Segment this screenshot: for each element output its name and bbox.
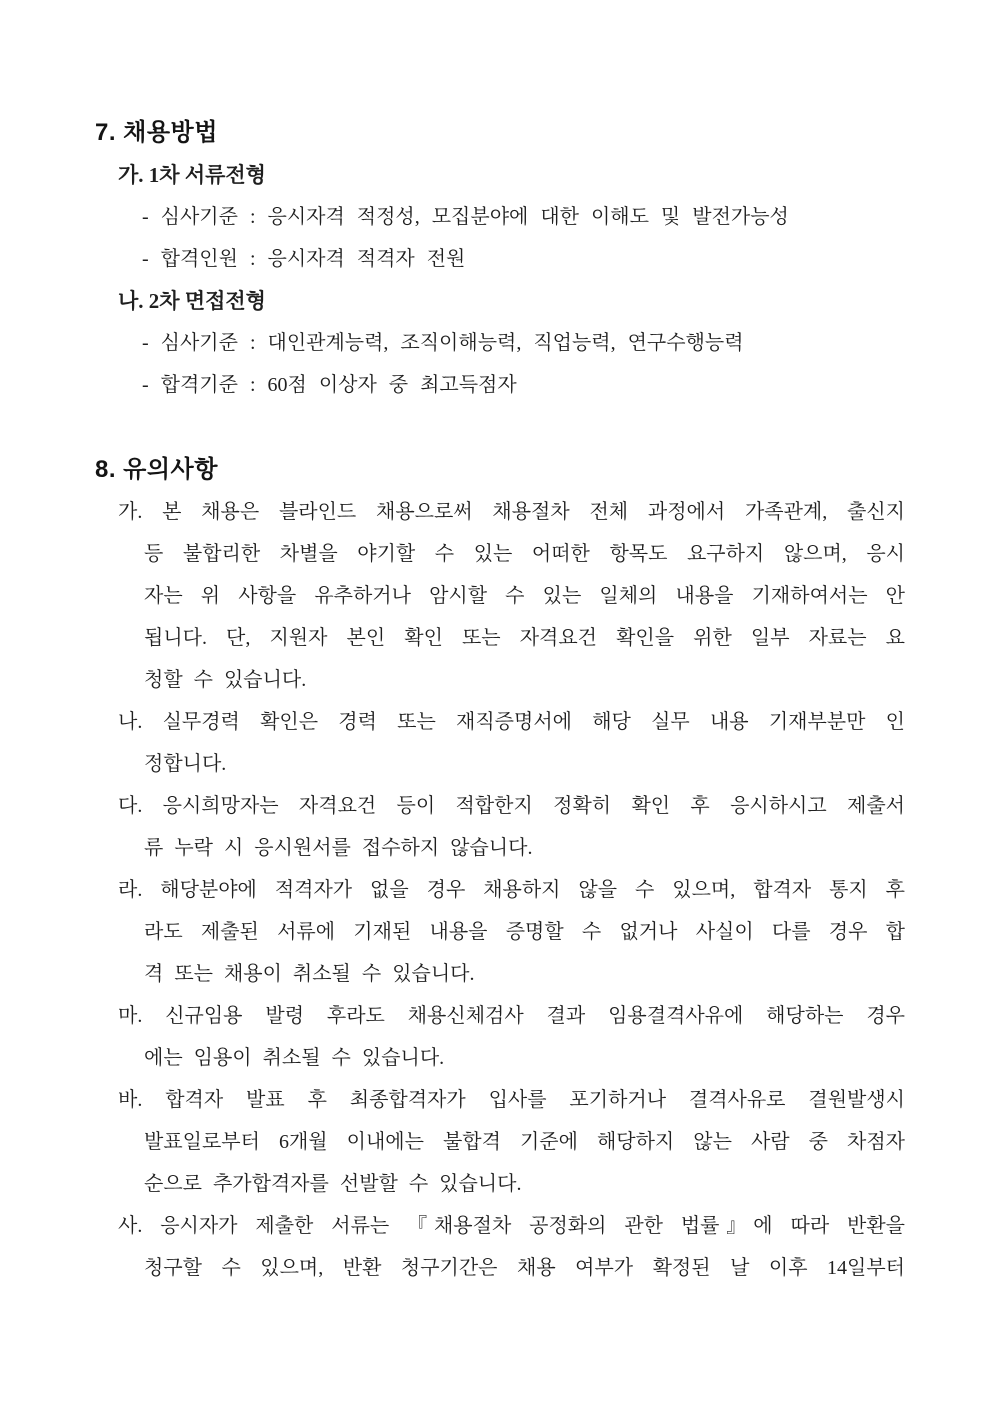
- notice-paragraph: [118, 995, 905, 1079]
- notice-paragraph: [118, 869, 905, 995]
- notice-label: 바.: [118, 1089, 143, 1111]
- notice-line: 에는 임용이 취소될 수 있습니다.: [144, 1047, 445, 1069]
- notice-line: 정합니다.: [144, 753, 227, 775]
- section-notes: [95, 449, 905, 1289]
- stage-detail: - 합격인원 : 응시자격 적격자 전원: [142, 248, 466, 270]
- notice-paragraph: [118, 701, 905, 785]
- stage-detail: - 합격기준 : 60점 이상자 중 최고득점자: [142, 374, 517, 396]
- notes-heading: 8. 유의사항: [95, 456, 218, 483]
- notice-line: 바. 합격자 발표 후 최종합격자가 입사를 포기하거나 결격사유로 결원발생시: [118, 1089, 905, 1111]
- notice-paragraph: [118, 1205, 905, 1289]
- notice-line: 라도 제출된 서류에 기재된 내용을 증명할 수 없거나 사실이 다를 경우 합: [144, 921, 905, 943]
- notice-label: 사.: [118, 1215, 143, 1237]
- notice-label: 나.: [118, 711, 143, 733]
- notice-label: 마.: [118, 1005, 143, 1027]
- notice-line: 격 또는 채용이 취소될 수 있습니다.: [144, 963, 475, 985]
- notice-line: 등 불합리한 차별을 야기할 수 있는 어떠한 항목도 요구하지 않으며, 응시: [144, 543, 905, 565]
- notice-line: 나. 실무경력 확인은 경력 또는 재직증명서에 해당 실무 내용 기재부분만 인: [118, 711, 905, 733]
- notice-paragraph: [118, 785, 905, 869]
- notice-line: 마. 신규임용 발령 후라도 채용신체검사 결과 임용결격사유에 해당하는 경우: [118, 1005, 905, 1027]
- screening-stage-item: [95, 154, 905, 280]
- notice-line: 순으로 추가합격자를 선발할 수 있습니다.: [144, 1173, 522, 1195]
- stage-detail: - 심사기준 : 대인관계능력, 조직이해능력, 직업능력, 연구수행능력: [142, 332, 744, 354]
- notice-line: 다. 응시희망자는 자격요건 등이 적합한지 정확히 확인 후 응시하시고 제출서: [118, 795, 905, 817]
- stage-title: 가. 1차 서류전형: [118, 163, 266, 187]
- notice-line: 자는 위 사항을 유추하거나 암시할 수 있는 일체의 내용을 기재하여서는 안: [144, 585, 905, 607]
- notice-line: 라. 해당분야에 적격자가 없을 경우 채용하지 않을 수 있으며, 합격자 통지 후: [118, 879, 905, 901]
- screening-stage-item: [95, 280, 905, 406]
- stage-detail: - 심사기준 : 응시자격 적정성, 모집분야에 대한 이해도 및 발전가능성: [142, 206, 789, 228]
- notice-line: 청할 수 있습니다.: [144, 669, 307, 691]
- notice-line: 류 누락 시 응시원서를 접수하지 않습니다.: [144, 837, 533, 859]
- notice-label: 다.: [118, 795, 143, 817]
- notice-paragraph: [118, 491, 905, 701]
- notice-line: 청구할 수 있으며, 반환 청구기간은 채용 여부가 확정된 날 이후 14일부터: [144, 1257, 905, 1279]
- stage-title: 나. 2차 면접전형: [118, 289, 266, 313]
- notice-label: 가.: [118, 501, 143, 523]
- section-recruitment-method: [95, 112, 905, 406]
- notice-line: 발표일로부터 6개월 이내에는 불합격 기준에 해당하지 않는 사람 중 차점자: [144, 1131, 905, 1153]
- notes-paragraphs: [95, 491, 905, 1289]
- notice-line: 됩니다. 단, 지원자 본인 확인 또는 자격요건 확인을 위한 일부 자료는 요: [144, 627, 905, 649]
- notice-line: 가. 본 채용은 블라인드 채용으로써 채용절차 전체 과정에서 가족관계, 출신지: [118, 501, 905, 523]
- notice-paragraph: [118, 1079, 905, 1205]
- notice-label: 라.: [118, 879, 143, 901]
- recruitment-method-heading: 7. 채용방법: [95, 119, 218, 146]
- notice-line: 사. 응시자가 제출한 서류는 『채용절차 공정화의 관한 법률』에 따라 반환을: [118, 1215, 905, 1237]
